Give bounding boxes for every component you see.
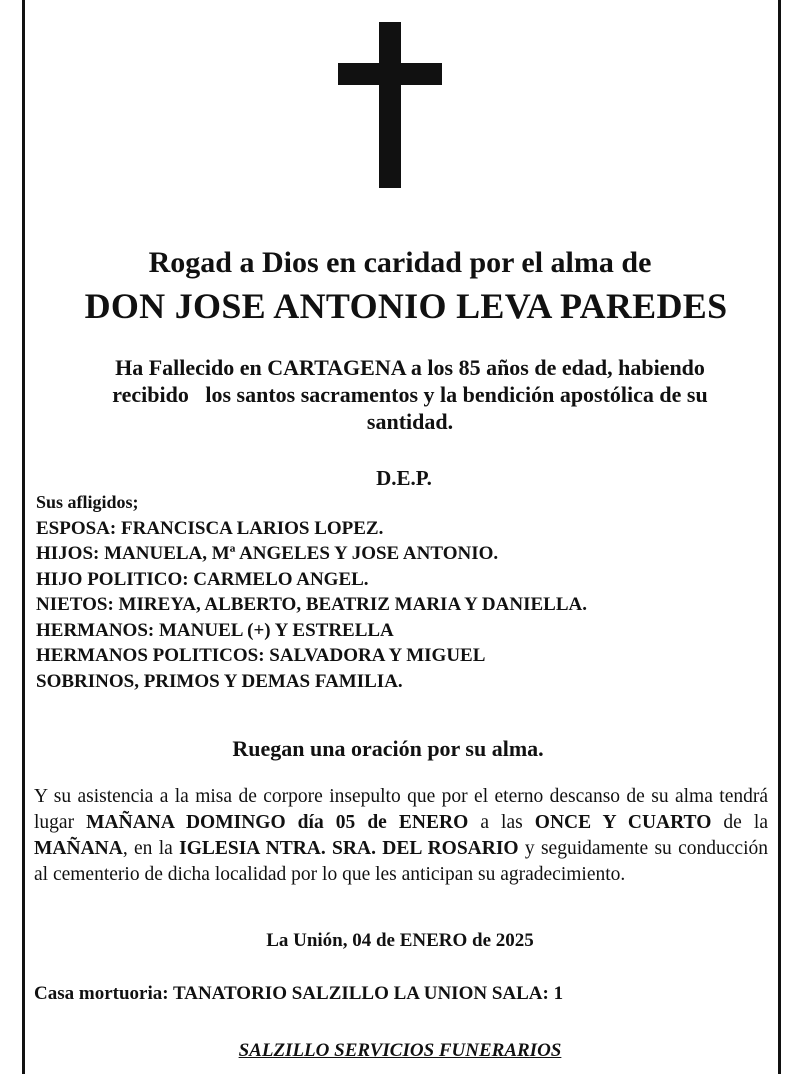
death-notice-line: recibido los santos sacramentos y la bendición apostólica de su [112,382,708,407]
family-line: HERMANOS POLITICOS: SALVADORA Y MIGUEL [36,645,486,666]
mass-text: a las [468,812,535,833]
mass-day: MAÑANA DOMINGO día 05 de ENERO [86,812,469,833]
mass-church: IGLESIA NTRA. SRA. DEL ROSARIO [179,838,519,859]
family-intro: Sus afligidos; [36,492,139,512]
mass-time: ONCE Y CUARTO [534,812,712,833]
death-notice-line: santidad. [366,409,454,434]
family-list [36,490,587,694]
mass-paragraph [34,784,768,888]
mass-text: de la [711,812,768,833]
dep-label: D.E.P. [376,466,432,490]
deceased-name: DON JOSE ANTONIO LEVA PAREDES [84,286,728,326]
right-border [778,0,781,1074]
date-line: La Unión, 04 de ENERO de 2025 [266,930,534,951]
mass-period: MAÑANA [34,838,123,859]
latin-cross-icon [338,22,442,188]
prayer-request: Ruegan una oración por su alma. [232,736,544,761]
left-border [22,0,25,1074]
family-line: HIJOS: MANUELA, Mª ANGELES Y JOSE ANTONIO. [36,543,499,564]
death-notice [60,354,760,435]
family-line: ESPOSA: FRANCISCA LARIOS LOPEZ. [36,517,384,539]
pray-line: Rogad a Dios en caridad por el alma de [148,246,652,279]
funeral-home: Casa mortuoria: TANATORIO SALZILLO LA UNION SALA: 1 [34,983,564,1004]
family-line: HIJO POLITICO: CARMELO ANGEL. [36,568,369,590]
mass-text: Y su asistencia a la misa de corpore insepulto que por el eterno descanso de su alma tendrá lugar [34,786,768,833]
death-notice-line: Ha Fallecido en CARTAGENA a los 85 años de edad, habiendo [115,355,705,380]
family-line: HERMANOS: MANUEL (+) Y ESTRELLA [36,619,394,641]
family-line: SOBRINOS, PRIMOS Y DEMAS FAMILIA. [36,670,403,692]
mass-text: y seguidamente su conducción al cementerio de dicha localidad por lo que les anticipan su agradecimiento. [34,838,768,885]
mass-text: , en la [122,838,180,859]
footer-company: SALZILLO SERVICIOS FUNERARIOS [238,1040,562,1061]
family-line: NIETOS: MIREYA, ALBERTO, BEATRIZ MARIA Y DANIELLA. [36,594,587,615]
